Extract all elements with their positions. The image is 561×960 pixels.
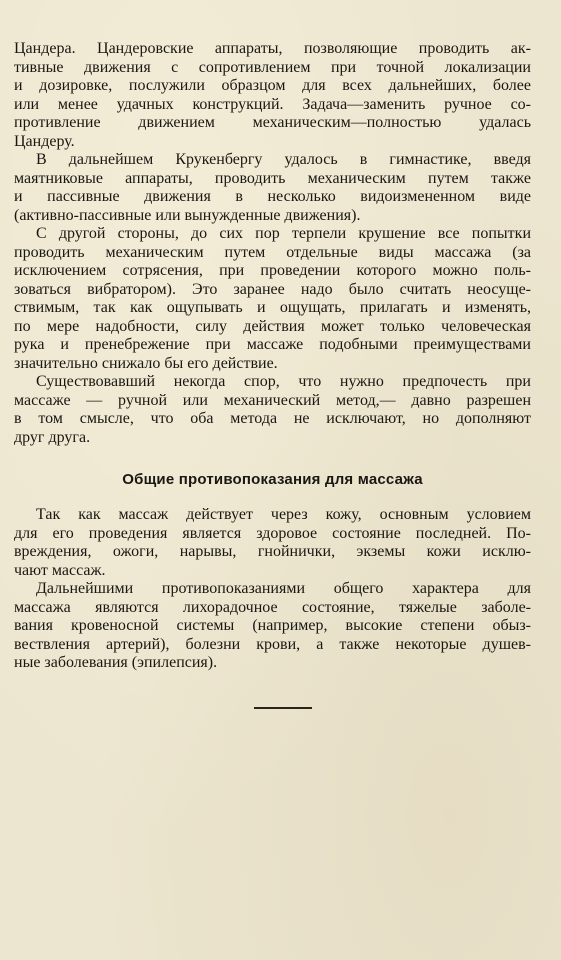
- text-block-before: [14, 40, 531, 447]
- body-paragraph: [14, 373, 531, 447]
- text-line: массажа являются лихорадочное состояние, тяжелые заболе-: [14, 598, 531, 616]
- contraindications-paragraph: [14, 506, 531, 580]
- text-line: значительно снижало бы его действие.: [14, 354, 278, 372]
- text-line: для его проведения является здоровое состояние последней. По-: [14, 524, 531, 542]
- body-paragraph: [14, 225, 531, 373]
- text-line: ные заболевания (эпилепсия).: [14, 654, 218, 671]
- text-line: (активно-пассивные или вынужденные движения).: [14, 206, 361, 224]
- text-block-after: [14, 506, 531, 673]
- text-line: исключением сотрясения, при проведении которого можно поль-: [14, 262, 531, 279]
- body-paragraph: [14, 40, 531, 151]
- text-line: рука и пренебрежение при массаже подобными преимуществами: [14, 336, 531, 353]
- text-line: Так как массаж действует через кожу, основным условием: [36, 506, 531, 523]
- text-line: зоваться вибратором). Это заранее надо было считать неосуще-: [14, 280, 531, 298]
- text-line: В дальнейшем Крукенбергу удалось в гимнастике, введя: [36, 151, 531, 168]
- text-line: вествления артерий), болезни крови, а также некоторые душев-: [14, 635, 531, 653]
- text-line: ствимым, так как ощупывать и ощущать, прилагать и изменять,: [14, 299, 531, 316]
- text-line: в том смысле, что оба метода не исключают, но дополняют: [14, 410, 531, 427]
- text-line: Цандера. Цандеровские аппараты, позволяющие проводить ак-: [14, 40, 531, 57]
- text-line: вреждения, ожоги, нарывы, гнойнички, экземы кожи исклю-: [14, 543, 531, 560]
- text-line: и дозировке, послужили образцом для всех дальнейших, более: [14, 77, 531, 94]
- text-line: Цандеру.: [14, 132, 75, 150]
- section-heading: Общие противопоказания для массажа: [122, 471, 423, 488]
- text-line: маятниковые аппараты, проводить механическим путем также: [14, 169, 531, 187]
- contraindications-paragraph: [14, 580, 531, 673]
- text-line: вания кровеносной системы (например, высокие степени обыз-: [14, 617, 531, 634]
- text-line: С другой стороны, до сих пор терпели крушение все попытки: [36, 225, 531, 242]
- text-line: или менее удачных конструкций. Задача—заменить ручное со-: [14, 95, 531, 113]
- text-line: проводить механическим путем отдельные виды массажа (за: [14, 243, 531, 261]
- text-line: Существовавший некогда спор, что нужно предпочесть при: [36, 373, 531, 390]
- text-line: друг друга.: [14, 428, 91, 446]
- text-line: и пассивные движения в несколько видоизмененном виде: [14, 188, 531, 205]
- closing-rule: [254, 707, 312, 709]
- text-line: противление движением механическим—полностью удалась: [14, 114, 531, 131]
- text-line: чают массаж.: [14, 561, 106, 579]
- body-paragraph: [14, 151, 531, 225]
- text-line: Дальнейшими противопоказаниями общего характера для: [36, 580, 531, 597]
- text-line: массаже — ручной или механический метод,— давно разрешен: [14, 391, 531, 409]
- text-line: тивные движения с сопротивлением при точной локализации: [14, 58, 531, 76]
- text-line: по мере надобности, силу действия может только человеческая: [14, 317, 531, 335]
